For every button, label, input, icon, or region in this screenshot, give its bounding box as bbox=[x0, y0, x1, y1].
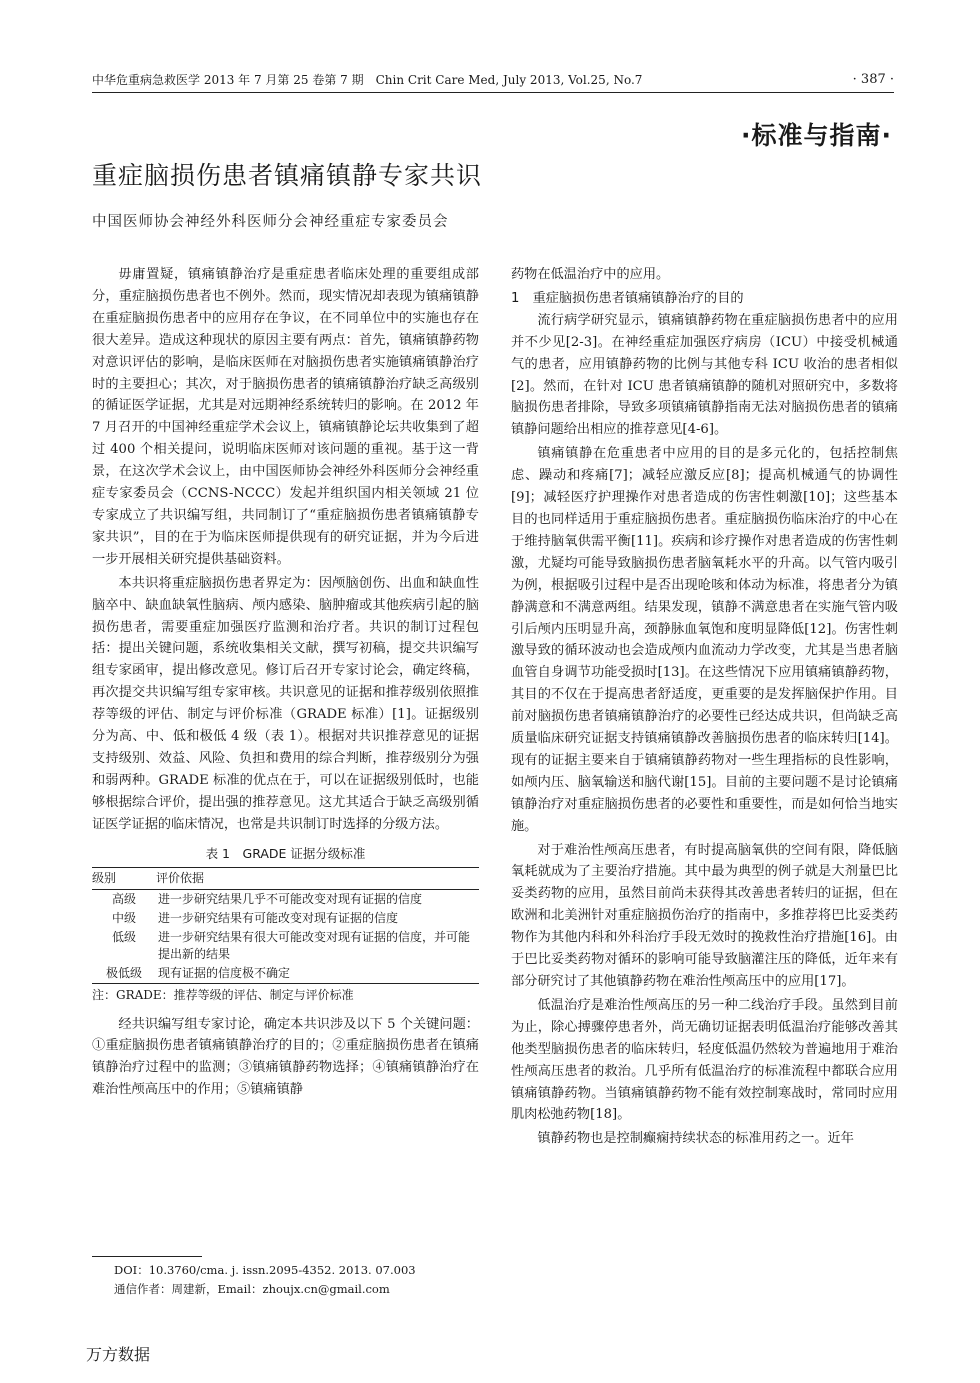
paragraph: 镇静药物也是控制癫痫持续状态的标准用药之一。近年 bbox=[537, 1131, 854, 1147]
cell-basis: 进一步研究结果有可能改变对现有证据的信度 bbox=[158, 910, 399, 925]
paragraph: 经共识编写组专家讨论，确定本共识涉及以下 5 个关键问题：①重症脑损伤患者镇痛镇静治疗的目的；②重症脑损伤患者在镇痛镇静治疗过程中的监测；③镇痛镇静药物选择；④镇痛镇静治疗在难治性颅高压中的作用；⑤镇痛镇静 bbox=[92, 1016, 479, 1098]
table-header-row bbox=[92, 867, 479, 889]
paragraph: 药物在低温治疗中的应用。 bbox=[511, 267, 670, 282]
journal-citation: 中华危重病急救医学 2013 年 7 月第 25 卷第 7 期 Chin Crit Care Med, July 2013, Vol.25, No.7 bbox=[92, 73, 643, 87]
table-1 bbox=[92, 844, 479, 1004]
paragraph: 镇痛镇静在危重患者中应用的目的是多元化的，包括控制焦虑、躁动和疼痛[7]；减轻应激反应[8]；提高机械通气的协调性[9]；减轻医疗护理操作对患者造成的伤害性刺激[10]；这些基本目的也同样适用于重症脑损伤患者。重症脑损伤临床治疗的中心在于维持脑氧供需平衡[11]。疾病和诊疗操作对患者造成的伤害性刺激，尤疑均可能导致脑损伤患者脑氧耗水平的升高。以气管内吸引为例，根据吸引过程中是否出现呛咳和体动为标准，将患者分为镇静满意和不满意两组。结果发现，镇静不满意患者在实施气管内吸引后颅内压明显升高，颈静脉血氧饱和度明显降低[12]。伤害性刺激导致的循环波动也会造成颅内血流动力学改变，尤其是当患者脑血管自身调节功能受损时[13]。在这些情况下应用镇痛镇静药物，其目的不仅在于提高患者舒适度，更重要的是发挥脑保护作用。目前对脑损伤患者镇痛镇静治疗的必要性已经达成共识，但尚缺乏高质量临床研究证据支持镇痛镇静改善脑损伤患者的临床转归[14]。现有的证据主要来自于镇痛镇静药物对一些生理指标的良性影响，如颅内压、脑氧输送和脑代谢[15]。目前的主要问题不是讨论镇痛镇静治疗对重症脑损伤患者的必要性和重要性，而是如何恰当地实施。 bbox=[511, 446, 898, 834]
cell-level: 极低级 bbox=[92, 964, 156, 984]
doi-line: DOI：10.3760/cma. j. issn.2095-4352. 2013. 07.003 bbox=[114, 1263, 416, 1277]
grade-table bbox=[92, 867, 479, 984]
cell-basis: 进一步研究结果有很大可能改变对现有证据的信度，并可能提出新的结果 bbox=[158, 929, 471, 961]
cell-level: 中级 bbox=[111, 910, 136, 925]
page-number: · 387 · bbox=[852, 72, 894, 87]
table-caption: 表 1 GRADE 证据分级标准 bbox=[205, 845, 366, 861]
table-row bbox=[92, 889, 479, 909]
paragraph: 低温治疗是难治性颅高压的另一种二线治疗手段。虽然到目前为止，除心搏骤停患者外，尚无确切证据表明低温治疗能够改善其他类型脑损伤患者的临床转归，轻度低温仍然较为普遍地用于难治性颅高压患者的救治。几乎所有低温治疗的标准流程中都联合应用镇痛镇静药物。当镇痛镇静药物不能有效控制寒战时，常同时应用肌肉松弛药物[18]。 bbox=[511, 997, 898, 1123]
paragraph: 流行病学研究显示，镇痛镇静药物在重症脑损伤患者中的应用并不少见[2-3]。在神经重症加强医疗病房（ICU）中接受机械通气的患者，应用镇静药物的比例与其他专科 ICU 收治的患者相似[2]。然而，在针对 ICU 患者镇痛镇静的随机对照研究中，多数将脑损伤患者排除，导致多项镇痛镇静指南无法对脑损伤患者的镇痛镇静问题给出相应的推荐意见[4-6]。 bbox=[511, 312, 898, 438]
running-header bbox=[92, 70, 894, 90]
header-basis: 评价依据 bbox=[156, 867, 479, 889]
footnotes bbox=[92, 1256, 479, 1299]
article-title: 重症脑损伤患者镇痛镇静专家共识 bbox=[92, 161, 483, 190]
article-authors: 中国医师协会神经外科医师分会神经重症专家委员会 bbox=[92, 214, 449, 230]
paragraph: 毋庸置疑，镇痛镇静治疗是重症患者临床处理的重要组成部分，重症脑损伤患者也不例外。然而，现实情况却表现为镇痛镇静在重症脑损伤患者中的应用存在争议，在不同单位中的实施也存在很大差异。造成这种现状的原因主要有两点：首先，镇痛镇静药物对意识评估的影响，是临床医师在对脑损伤患者实施镇痛镇静治疗时的主要担心；其次，对于脑损伤患者的镇痛镇静治疗缺乏高级别的循证医学证据，尤其是对远期神经系统转归的影响。在 2012 年 7 月召开的中国神经重症学术会议上，镇痛镇静论坛共收集到了超过 400 个相关提问，说明临床医师对该问题的重视。基于这一背景，在这次学术会议上，由中国医师协会神经外科医师分会神经重症专家委员会（CCNS-NCCC）发起并组织国内相关领域 21 位专家成立了共识编写组，共同制订了“重症脑损伤患者镇痛镇静专家共识”，目的在于为临床医师提供现有的研究证据，并为今后进一步开展相关研究提供基础资料。 bbox=[92, 267, 479, 567]
table-row bbox=[92, 964, 479, 984]
paragraph: 对于难治性颅高压患者，有时提高脑氧供的空间有限，降低脑氧耗就成为了主要治疗措施。其中最为典型的例子就是大剂量巴比妥类药物的应用，虽然目前尚未获得其改善患者转归的证据，但在欧洲和北美洲针对重症脑损伤治疗的指南中，多推荐将巴比妥类药物作为其他内科和外科治疗手段无效时的挽救性治疗措施[16]。由于巴比妥类药物对循环的影响可能导致脑灌注压的降低，近年来有部分研究讨了其他镇静药物在难治性颅高压中的应用[17]。 bbox=[511, 842, 898, 989]
table-note: 注：GRADE：推荐等级的评估、制定与评价标准 bbox=[92, 987, 354, 1002]
paragraph: 本共识将重症脑损伤患者界定为：因颅脑创伤、出血和缺血性脑卒中、缺血缺氧性脑病、颅内感染、脑肿瘤或其他疾病引起的脑损伤患者，需要重症加强医疗监测和治疗者。共识的制订过程包括：提出关键问题，系统收集相关文献，撰写初稿，提交共识编写组专家函审，提出修改意见。修订后召开专家讨论会，确定终稿，再次提交共识编写组专家审核。共识意见的证据和推荐级别依照推荐等级的评估、制定与评价标准（GRADE 标准）[1]。证据级别分为高、中、低和极低 4 级（表 1）。根据对共识推荐意见的证据支持级别、效益、风险、负担和费用的综合判断，推荐级别分为强和弱两种。GRADE 标准的优点在于，可以在证据级别低时，也能够根据综合评价，提出强的推荐意见。这尤其适合于缺乏高级别循证医学证据的临床情况，也常是共识制订时选择的分级方法。 bbox=[92, 575, 479, 832]
cell-level: 高级 bbox=[111, 891, 136, 906]
footnote-rule bbox=[92, 1256, 202, 1257]
section-column-label: ·标准与指南· bbox=[741, 121, 892, 150]
header-rule bbox=[92, 92, 894, 93]
cell-basis: 进一步研究结果几乎不可能改变对现有证据的信度 bbox=[158, 891, 423, 906]
cell-level: 低级 bbox=[111, 929, 136, 944]
section-heading: 1 重症脑损伤患者镇痛镇静治疗的目的 bbox=[511, 290, 744, 306]
left-column bbox=[92, 264, 479, 1103]
header-level: 级别 bbox=[92, 867, 156, 889]
table-row bbox=[92, 909, 479, 928]
watermark: 万方数据 bbox=[86, 1345, 151, 1364]
right-column bbox=[511, 264, 898, 1152]
cell-basis: 现有证据的信度极不确定 bbox=[156, 964, 479, 984]
correspondence-line: 通信作者：周建新，Email：zhoujx.cn@gmail.com bbox=[114, 1282, 390, 1296]
table-row bbox=[92, 928, 479, 964]
